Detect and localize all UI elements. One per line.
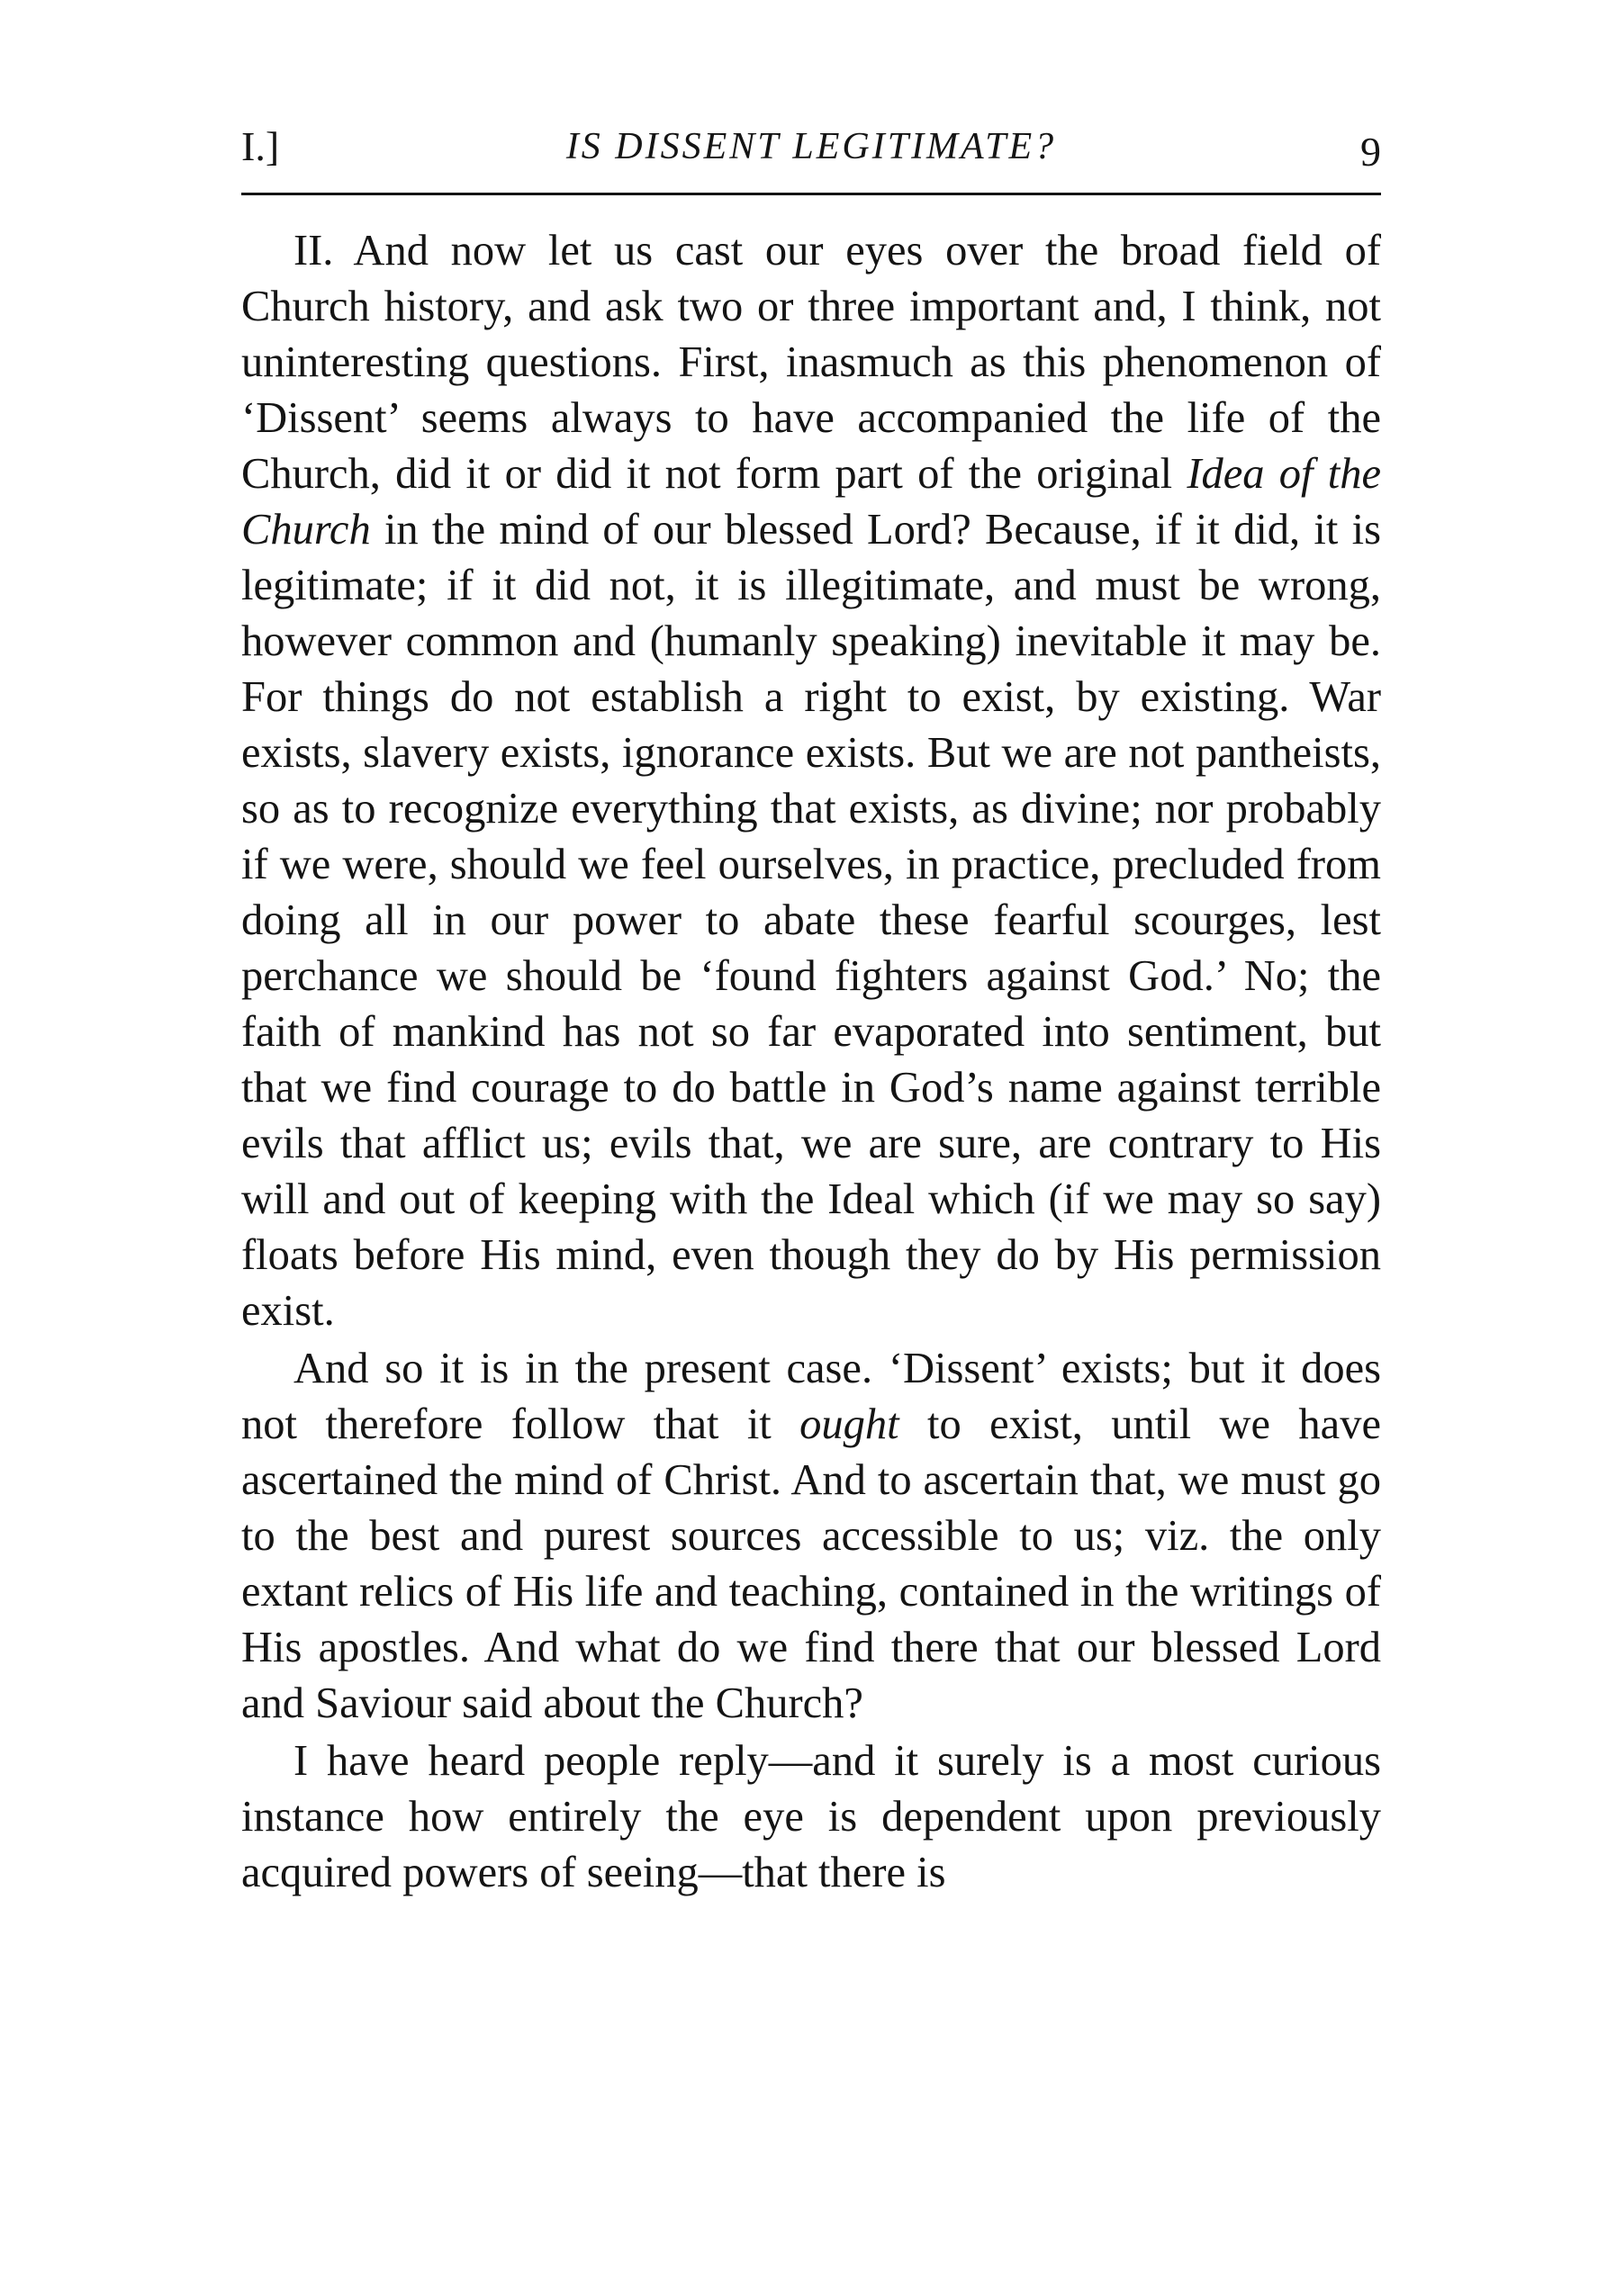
paragraph bbox=[241, 223, 1381, 1339]
text-run: And so it is in the present case. ‘Dissent’ exists; but it does not therefore follow that it bbox=[241, 1345, 1381, 1448]
text-run: II. And now let us cast our eyes over the broad field of Church history, and ask two or three important and, I think, not uninteresting questions. First, inasmuch as this phenomenon of ‘Dissent’ seems always to have accompanied the life of the Church, did it or did it not form part of the original bbox=[241, 227, 1381, 498]
page-number: 9 bbox=[1360, 129, 1381, 175]
paragraph bbox=[241, 1341, 1381, 1732]
text-run: to exist, until we have ascertained the mind of Christ. And to ascertain that, we must go to the best and purest sources accessible to us; viz. the only extant relics of His life and teaching, contained in the writings of His apostles. And what do we find there that our blessed Lord and Saviour said about the Church? bbox=[241, 1400, 1381, 1727]
body-text bbox=[241, 223, 1381, 1901]
paragraph bbox=[241, 1733, 1381, 1901]
italic-run: Idea of the Church bbox=[241, 450, 1382, 554]
text-run: I have heard people reply—and it surely is a most curious instance how entirely the eye is dependent upon previously acquired powers of seeing—that there is bbox=[241, 1737, 1381, 1896]
chapter-marker: I.] bbox=[241, 123, 280, 169]
running-title: IS DISSENT LEGITIMATE? bbox=[565, 126, 1057, 167]
italic-run: ought bbox=[799, 1400, 899, 1448]
running-head bbox=[241, 115, 1381, 178]
header-rule bbox=[241, 193, 1381, 195]
text-run: in the mind of our blessed Lord? Because, if it did, it is legitimate; if it did not, it is illegitimate, and must be wrong, however common and (humanly speaking) inevitable it may be. For things do not establish a right to exist, by existing. War exists, slavery exists, ignorance exists. But we are not pantheists, so as to recognize everything that exists, as divine; nor probably if we were, should we feel ourselves, in practice, precluded from doing all in our power to abate these fearful scourges, lest perchance we should be ‘found fighters against God.’ No; the faith of mankind has not so far evaporated into sentiment, but that we find courage to do battle in God’s name against terrible evils that afflict us; evils that, we are sure, are contrary to His will and out of keeping with the Ideal which (if we may so say) floats before His mind, even though they do by His permission exist. bbox=[241, 506, 1381, 1335]
